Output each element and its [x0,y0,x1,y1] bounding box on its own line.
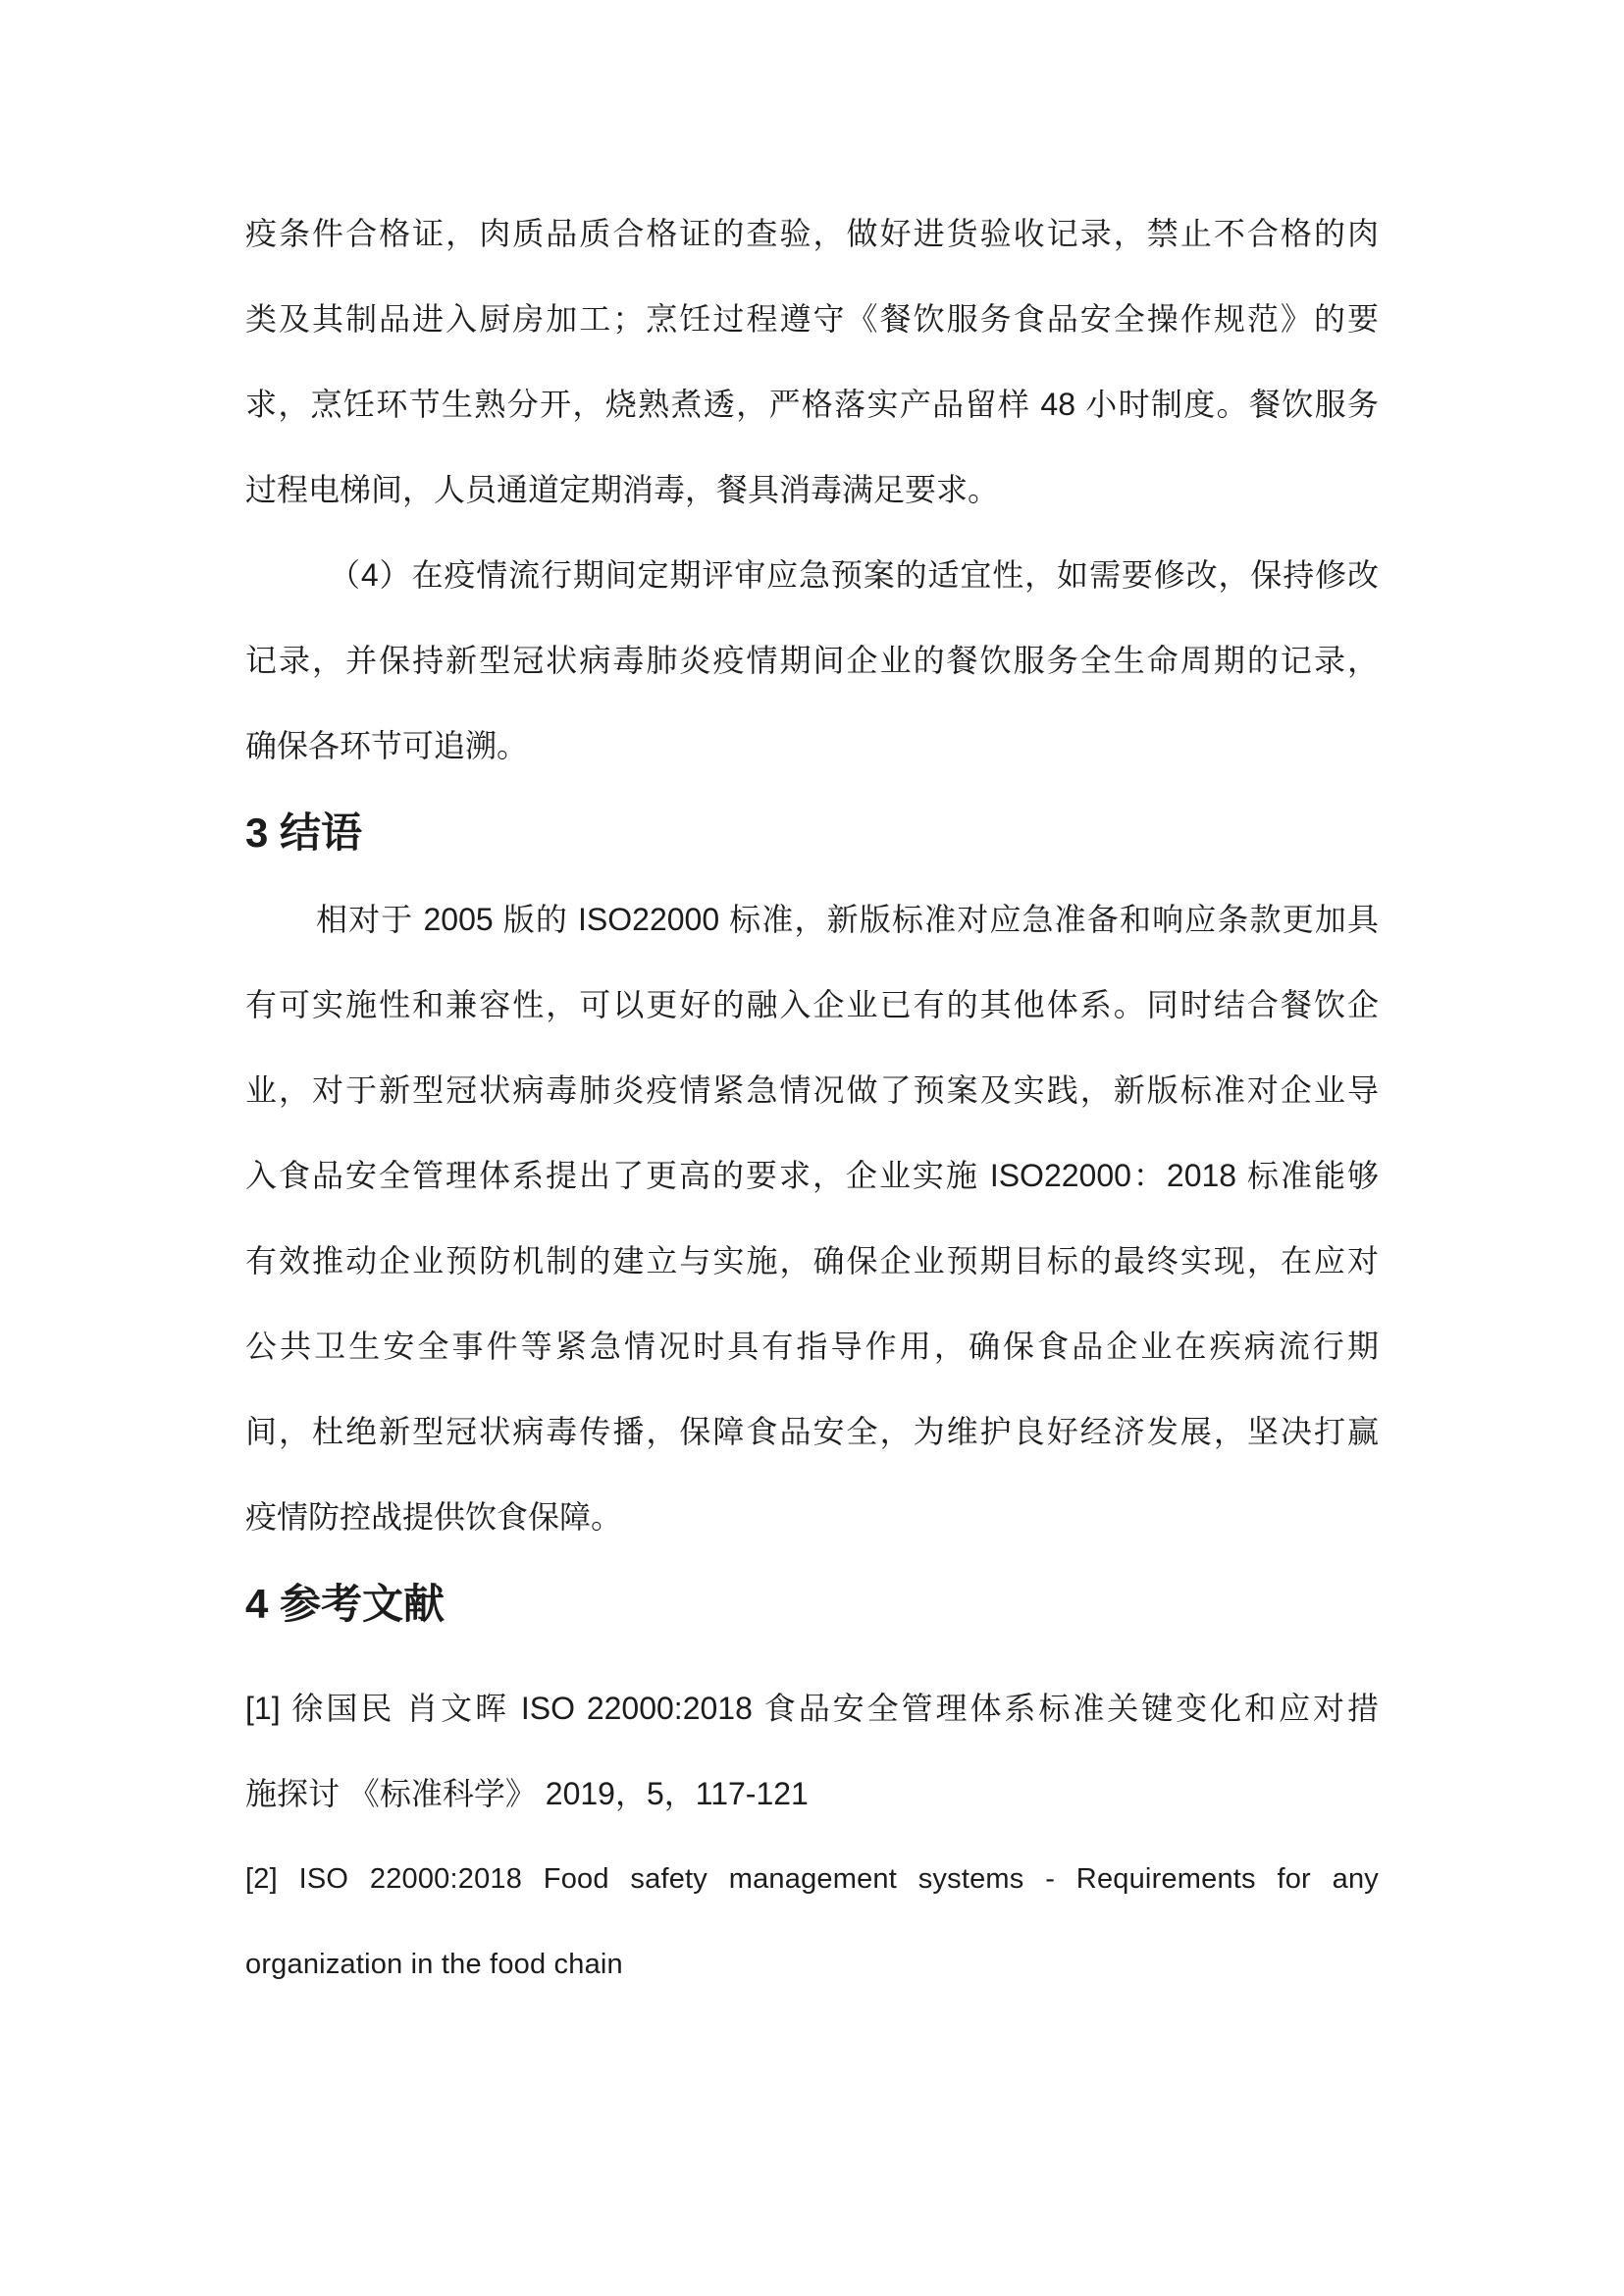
text-line: organization in the food chain [245,1949,623,1980]
text-line: 公共卫生安全事件等紧急情况时具有指导作用，确保食品企业在疾病流行期 [245,1329,1379,1364]
text-line: 施探讨 《标准科学》 2019，5，117-121 [245,1776,809,1811]
paragraph [245,877,1379,1560]
section-heading: 4 参考文献 [245,1581,445,1627]
paragraph [245,191,1379,533]
text-line: 疫条件合格证，肉质品质合格证的查验，做好进货验收记录，禁止不合格的肉 [245,216,1379,251]
section-heading: 3 结语 [245,809,363,856]
text-line: 确保各环节可追溯。 [245,728,529,763]
paragraph [245,533,1379,789]
text-line: 业，对于新型冠状病毒肺炎疫情紧急情况做了预案及实践，新版标准对企业导 [245,1072,1379,1108]
text-line: [2] ISO 22000:2018 Food safety management systems - Requirements for any [245,1863,1379,1895]
text-line: [1] 徐国民 肖文晖 ISO 22000:2018 食品安全管理体系标准关键变化和应对措 [245,1691,1379,1726]
text-line: 相对于 2005 版的 ISO22000 标准，新版标准对应急准备和响应条款更加具 [316,902,1379,937]
text-line: 类及其制品进入厨房加工；烹饪过程遵守《餐饮服务食品安全操作规范》的要 [245,301,1379,337]
text-line: 过程电梯间，人员通道定期消毒，餐具消毒满足要求。 [245,472,1000,507]
document-content [245,191,1379,2008]
text-line: 入食品安全管理体系提出了更高的要求，企业实施 ISO22000：2018 标准能够 [245,1158,1379,1193]
text-line: 疫情防控战提供饮食保障。 [245,1499,623,1535]
reference-item [245,1837,1379,2008]
text-line: 有可实施性和兼容性，可以更好的融入企业已有的其他体系。同时结合餐饮企 [245,987,1379,1022]
text-line: 求，烹饪环节生熟分开，烧熟煮透，严格落实产品留样 48 小时制度。餐饮服务 [245,387,1379,422]
text-line: 间，杜绝新型冠状病毒传播，保障食品安全，为维护良好经济发展，坚决打赢 [245,1414,1379,1449]
text-line: （4）在疫情流行期间定期评审应急预案的适宜性，如需要修改，保持修改 [329,557,1379,593]
text-line: 有效推动企业预防机制的建立与实施，确保企业预期目标的最终实现，在应对 [245,1243,1379,1278]
text-line: 记录，并保持新型冠状病毒肺炎疫情期间企业的餐饮服务全生命周期的记录， [245,643,1379,678]
reference-item [245,1666,1379,1837]
